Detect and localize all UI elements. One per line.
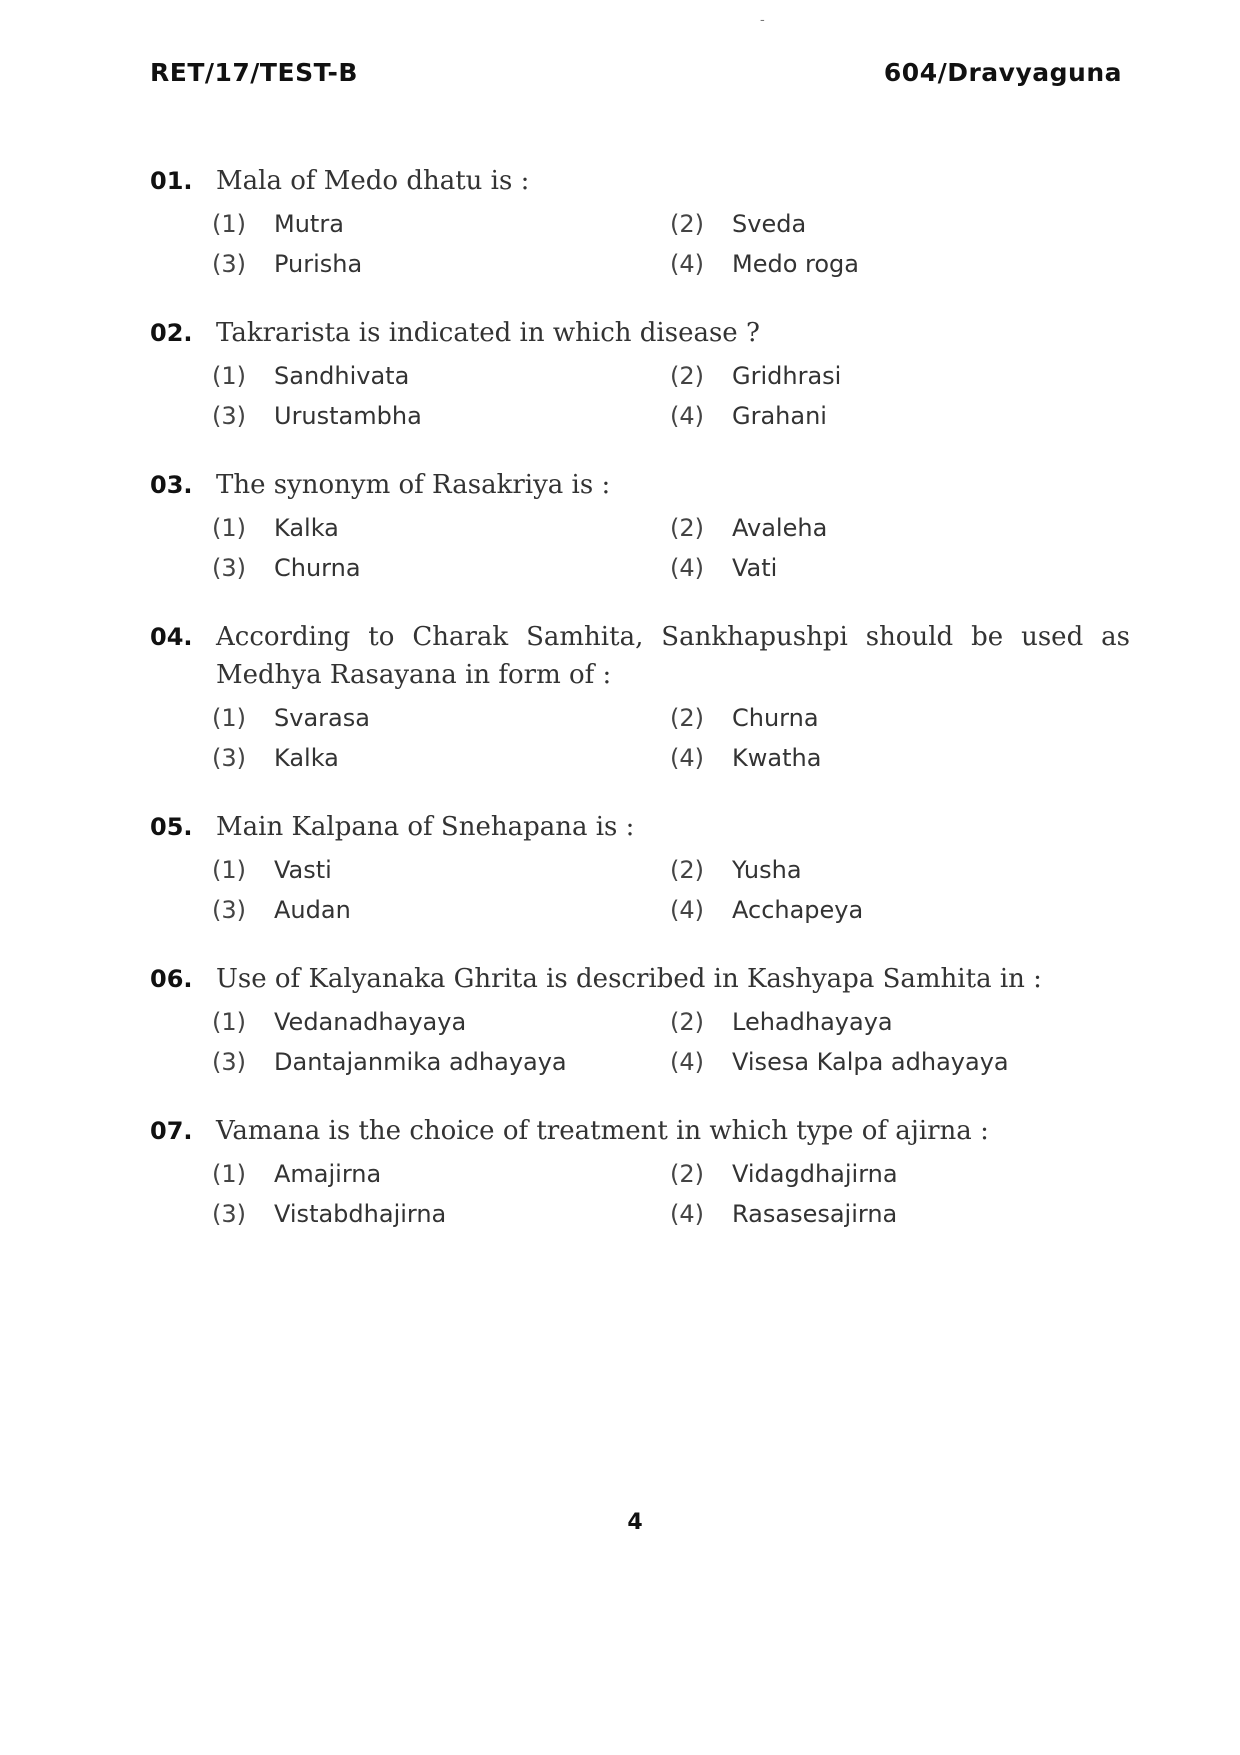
answer-option [670, 402, 1130, 430]
page-header [150, 58, 1122, 87]
question-text: Main Kalpana of Snehapana is : [216, 812, 635, 842]
subject-code: 604/Dravyaguna [883, 58, 1122, 87]
option-number: (4) [670, 744, 704, 772]
option-text: Kalka [274, 744, 339, 772]
option-number: (2) [670, 1008, 704, 1036]
option-text: Amajirna [274, 1160, 382, 1188]
answer-option [670, 514, 1130, 542]
option-text: Sveda [732, 210, 807, 238]
question-number: 07. [150, 1117, 193, 1145]
question-text: According to Charak Samhita, Sankhapushpi should be used as Medhya Rasayana in form of : [216, 622, 1130, 690]
answer-option [670, 1200, 1130, 1228]
option-text: Svarasa [274, 704, 370, 732]
option-text: Kalka [274, 514, 339, 542]
answer-options [212, 1008, 1130, 1076]
answer-options [212, 856, 1130, 924]
question-number: 03. [150, 471, 193, 499]
option-text: Churna [274, 554, 361, 582]
option-text: Yusha [732, 856, 802, 884]
answer-option [212, 210, 670, 238]
answer-option [212, 402, 670, 430]
option-number: (1) [212, 856, 246, 884]
answer-options [212, 210, 1130, 278]
question-number: 04. [150, 623, 193, 651]
answer-option [670, 1008, 1130, 1036]
answer-option [670, 250, 1130, 278]
answer-options [212, 514, 1130, 582]
question-stem [150, 1112, 1130, 1150]
answer-options [212, 362, 1130, 430]
question-stem [150, 314, 1130, 352]
option-number: (4) [670, 402, 704, 430]
option-text: Medo roga [732, 250, 859, 278]
question-item [150, 618, 1130, 772]
option-number: (3) [212, 744, 246, 772]
answer-option [212, 1048, 670, 1076]
option-text: Lehadhayaya [732, 1008, 893, 1036]
option-number: (4) [670, 1048, 704, 1076]
option-text: Audan [274, 896, 351, 924]
question-stem [150, 466, 1130, 504]
question-text: The synonym of Rasakriya is : [216, 470, 611, 500]
question-number: 01. [150, 167, 193, 195]
answer-option [670, 744, 1130, 772]
answer-option [670, 362, 1130, 390]
option-text: Kwatha [732, 744, 822, 772]
option-number: (1) [212, 704, 246, 732]
answer-option [212, 896, 670, 924]
option-number: (3) [212, 1048, 246, 1076]
option-text: Vistabdhajirna [274, 1200, 447, 1228]
option-text: Mutra [274, 210, 344, 238]
question-item [150, 1112, 1130, 1228]
answer-option [670, 210, 1130, 238]
option-text: Acchapeya [732, 896, 864, 924]
option-number: (1) [212, 1160, 246, 1188]
option-text: Avaleha [732, 514, 828, 542]
option-number: (2) [670, 704, 704, 732]
option-number: (1) [212, 514, 246, 542]
question-item [150, 466, 1130, 582]
question-text: Mala of Medo dhatu is : [216, 166, 530, 196]
answer-option [212, 1008, 670, 1036]
option-number: (3) [212, 1200, 246, 1228]
option-number: (2) [670, 362, 704, 390]
option-number: (2) [670, 210, 704, 238]
question-list [150, 162, 1130, 1264]
option-text: Gridhrasi [732, 362, 842, 390]
option-text: Sandhivata [274, 362, 410, 390]
option-number: (3) [212, 554, 246, 582]
option-text: Vidagdhajirna [732, 1160, 898, 1188]
option-number: (2) [670, 1160, 704, 1188]
question-number: 05. [150, 813, 193, 841]
option-text: Vasti [274, 856, 332, 884]
option-text: Vedanadhayaya [274, 1008, 467, 1036]
answer-option [670, 1160, 1130, 1188]
scan-mark: - [760, 12, 765, 28]
answer-option [670, 896, 1130, 924]
option-text: Vati [732, 554, 778, 582]
answer-option [670, 1048, 1130, 1076]
exam-code: RET/17/TEST-B [150, 58, 358, 87]
answer-option [212, 744, 670, 772]
option-number: (2) [670, 514, 704, 542]
option-text: Purisha [274, 250, 363, 278]
answer-option [212, 554, 670, 582]
answer-options [212, 1160, 1130, 1228]
answer-option [212, 1160, 670, 1188]
question-text: Use of Kalyanaka Ghrita is described in Kashyapa Samhita in : [216, 964, 1042, 994]
question-stem [150, 960, 1130, 998]
answer-option [212, 514, 670, 542]
option-text: Dantajanmika adhayaya [274, 1048, 567, 1076]
option-number: (3) [212, 250, 246, 278]
answer-options [212, 704, 1130, 772]
answer-option [212, 704, 670, 732]
option-number: (3) [212, 896, 246, 924]
option-number: (4) [670, 554, 704, 582]
answer-option [212, 250, 670, 278]
question-stem [150, 618, 1130, 694]
question-item [150, 162, 1130, 278]
answer-option [212, 362, 670, 390]
option-text: Churna [732, 704, 819, 732]
question-stem [150, 808, 1130, 846]
option-text: Urustambha [274, 402, 422, 430]
option-text: Rasasesajirna [732, 1200, 898, 1228]
option-number: (4) [670, 1200, 704, 1228]
question-text: Vamana is the choice of treatment in which type of ajirna : [216, 1116, 989, 1146]
option-number: (4) [670, 896, 704, 924]
question-item [150, 314, 1130, 430]
option-number: (1) [212, 1008, 246, 1036]
option-number: (4) [670, 250, 704, 278]
option-number: (2) [670, 856, 704, 884]
question-number: 02. [150, 319, 193, 347]
option-number: (1) [212, 210, 246, 238]
answer-option [670, 856, 1130, 884]
page-number: 4 [627, 1510, 643, 1535]
answer-option [670, 704, 1130, 732]
answer-option [670, 554, 1130, 582]
question-text: Takrarista is indicated in which disease ? [216, 318, 760, 348]
question-item [150, 808, 1130, 924]
question-item [150, 960, 1130, 1076]
option-number: (1) [212, 362, 246, 390]
question-number: 06. [150, 965, 193, 993]
answer-option [212, 1200, 670, 1228]
option-text: Visesa Kalpa adhayaya [732, 1048, 1009, 1076]
question-stem [150, 162, 1130, 200]
option-text: Grahani [732, 402, 827, 430]
option-number: (3) [212, 402, 246, 430]
answer-option [212, 856, 670, 884]
